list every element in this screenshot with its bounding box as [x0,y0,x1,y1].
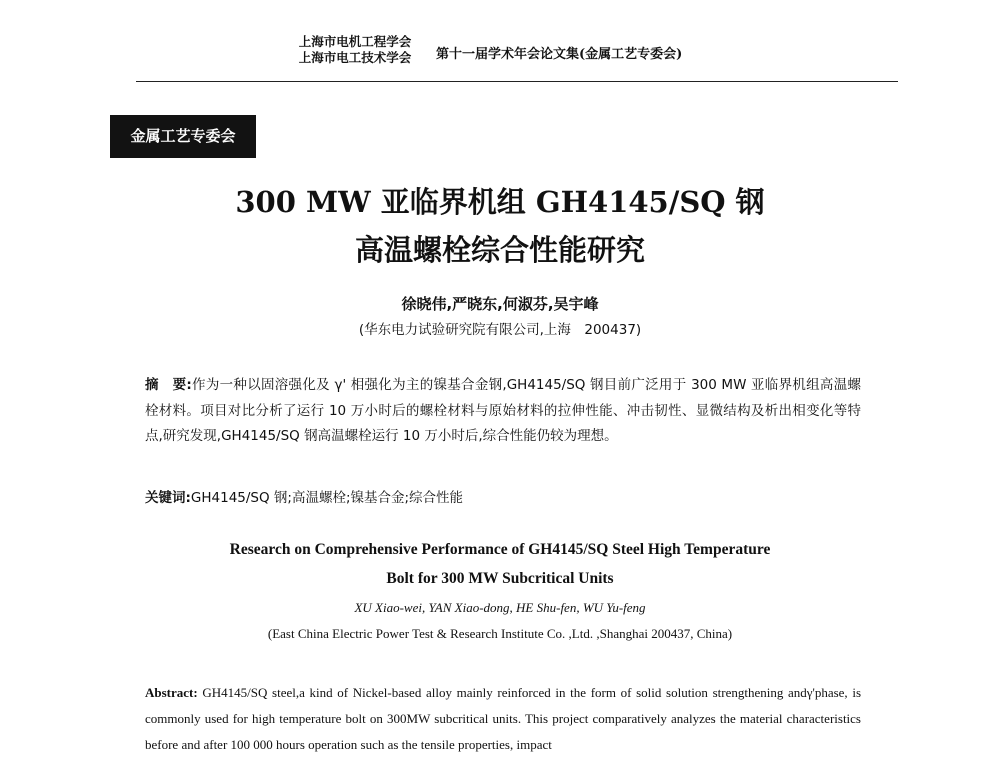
authors-cn: 徐晓伟,严晓东,何淑芬,吴宇峰 [401,295,599,313]
abstract-en-text: GH4145/SQ steel,a kind of Nickel-based alloy mainly reinforced in the form of solid solution strengthening andγ'phase, is commonly used for high temperature bolt on 300MW subcritical units. This project comparatively analyzes the material characteristics before and after 100 000 hours operation such as the tensile properties, impact [145,685,862,752]
header-society-2: 上海市电工技术学会 [298,50,412,65]
authors-en: XU Xiao-wei, YAN Xiao-dong, HE Shu-fen, WU Yu-feng [354,600,646,615]
abstract-en [145,680,861,758]
abstract-cn [145,373,861,450]
affiliation-en: (East China Electric Power Test & Research Institute Co. ,Ltd. ,Shanghai 200437, China) [267,626,733,641]
header-societies [280,34,430,66]
title-en-line-1: Research on Comprehensive Performance of GH4145/SQ Steel High Temperature [229,541,771,558]
title-cn-line-1: 300 MW 亚临界机组 GH4145/SQ 钢 [235,185,765,219]
header-society-1: 上海市电机工程学会 [298,34,412,49]
keywords-cn-label: 关键词: [145,490,191,506]
keywords-cn-text: GH4145/SQ 钢;高温螺栓;镍基合金;综合性能 [190,490,464,506]
header-proceedings: 第十一届学术年会论文集(金属工艺专委会) [436,47,683,62]
abstract-cn-text: 作为一种以固溶强化及 γ' 相强化为主的镍基合金钢,GH4145/SQ 钢目前广泛用于 300 MW 亚临界机组高温螺栓材料。项目对比分析了运行 10 万小时后的螺栓材料与原始材料的拉伸性能、冲击韧性、显微结构及析出相变化等特点,研究发现,GH4145/SQ 钢高温螺栓运行 10 万小时后,综合性能仍较为理想。 [145,377,861,444]
keywords-cn [145,486,861,506]
title-en-line-2: Bolt for 300 MW Subcritical Units [386,570,614,587]
abstract-cn-label: 摘 要: [145,377,192,393]
header-divider [136,81,898,82]
abstract-en-label: Abstract: [145,685,198,700]
title-cn-line-2: 高温螺栓综合性能研究 [354,233,645,267]
affiliation-cn: (华东电力试验研究院有限公司,上海 200437) [358,322,642,338]
section-tag: 金属工艺专委会 [110,115,256,158]
